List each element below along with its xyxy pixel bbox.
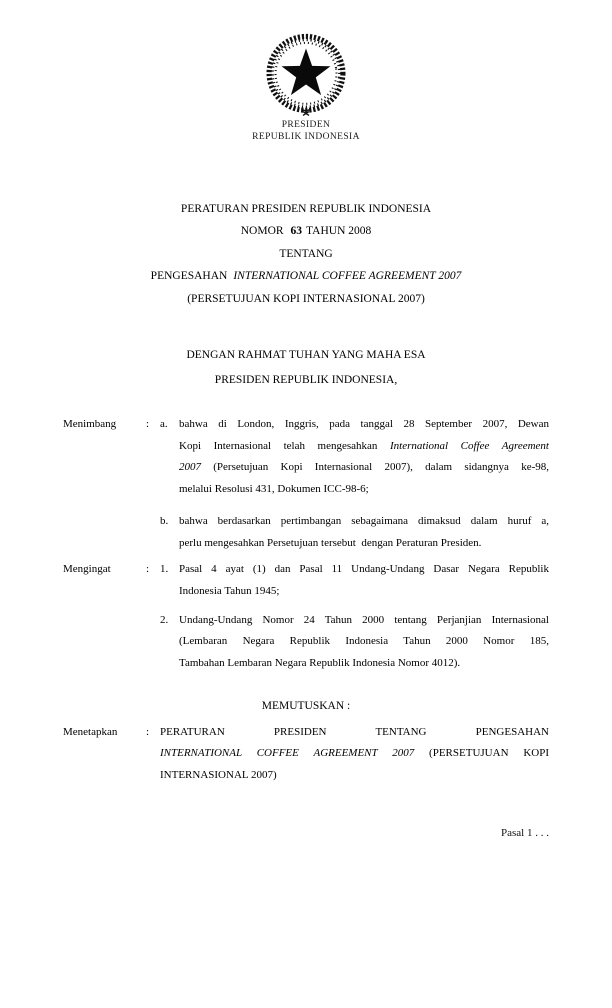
title-line-nomor: NOMOR 63 TAHUN 2008 — [240, 225, 372, 238]
text-line: Pasal 4 ayat (1) dan Pasal 11 Undang-Undang Dasar Negara Republik — [179, 563, 549, 576]
text-line: 2007 (Persetujuan Kopi Internasional 2007), dalam sidangnya ke-98, — [179, 461, 549, 474]
menetapkan-colon: : — [146, 725, 150, 738]
letterhead-presiden: PRESIDEN — [281, 120, 331, 130]
text-line: melalui Resolusi 431, Dokumen ICC-98-6; — [179, 483, 369, 496]
page-catchword: Pasal 1 . . . — [501, 827, 549, 839]
text-line: Kopi Internasional telah mengesahkan International Coffee Agreement — [179, 439, 549, 452]
text-line: INTERNATIONAL COFFEE AGREEMENT 2007 (PERSETUJUAN KOPI — [160, 747, 549, 760]
letterhead-republik-indonesia: REPUBLIK INDONESIA — [252, 131, 360, 142]
title-line-pengesahan: PENGESAHAN INTERNATIONAL COFFEE AGREEMENT 2007 — [150, 270, 462, 283]
text-line: perlu mengesahkan Persetujuan tersebut dengan Peraturan Presiden. — [179, 536, 482, 549]
mengingat-label: Mengingat — [63, 563, 111, 576]
item-marker: 1. — [160, 563, 169, 576]
preamble-rahmat: DENGAN RAHMAT TUHAN YANG MAHA ESA — [186, 349, 426, 361]
menimbang-label: Menimbang — [63, 418, 117, 430]
mengingat-colon: : — [146, 563, 150, 576]
menimbang-item-a — [160, 414, 549, 501]
menetapkan-label: Menetapkan — [63, 725, 118, 738]
mengingat-section — [63, 559, 549, 675]
menimbang-colon: : — [146, 418, 150, 430]
menetapkan-section — [63, 722, 549, 787]
text-line: INTERNASIONAL 2007) — [160, 769, 277, 782]
nomor-value: 63 — [290, 225, 303, 238]
item-marker: 2. — [160, 613, 169, 626]
letterhead — [0, 33, 612, 143]
title-line-tentang: TENTANG — [279, 247, 333, 260]
title-line-peraturan: PERATURAN PRESIDEN REPUBLIK INDONESIA — [180, 203, 432, 215]
mengingat-item-2 — [160, 610, 549, 675]
text-line: bahwa di London, Inggris, pada tanggal 28 September 2007, Dewan — [179, 418, 549, 430]
menimbang-section — [63, 414, 549, 554]
title-line-subtitle: (PERSETUJUAN KOPI INTERNASIONAL 2007) — [187, 292, 425, 305]
preamble-presiden: PRESIDEN REPUBLIK INDONESIA, — [214, 374, 398, 386]
star-icon — [282, 48, 331, 95]
item-marker: a. — [160, 418, 168, 430]
text-line: PERATURAN PRESIDEN TENTANG PENGESAHAN — [160, 725, 549, 738]
text-line: Undang-Undang Nomor 24 Tahun 2000 tentang Perjanjian Internasional — [179, 613, 549, 626]
mengingat-item-1 — [160, 559, 549, 602]
memutuskan-heading: MEMUTUSKAN : — [261, 699, 351, 712]
item-marker: b. — [160, 514, 169, 527]
treaty-name-italic: INTERNATIONAL COFFEE AGREEMENT 2007 — [233, 270, 462, 283]
text-line: Indonesia Tahun 1945; — [179, 584, 280, 597]
menimbang-item-b — [160, 511, 549, 554]
document-body — [63, 414, 549, 787]
text-line: Tambahan Lembaran Negara Republik Indonesia Nomor 4012). — [179, 657, 461, 670]
presidential-seal-icon — [263, 33, 349, 118]
text-line: (Lembaran Negara Republik Indonesia Tahun 2000 Nomor 185, — [179, 635, 549, 648]
preamble — [63, 343, 549, 393]
title-block — [63, 198, 549, 310]
text-line: bahwa berdasarkan pertimbangan sebagaimana dimaksud dalam huruf a, — [179, 514, 549, 527]
